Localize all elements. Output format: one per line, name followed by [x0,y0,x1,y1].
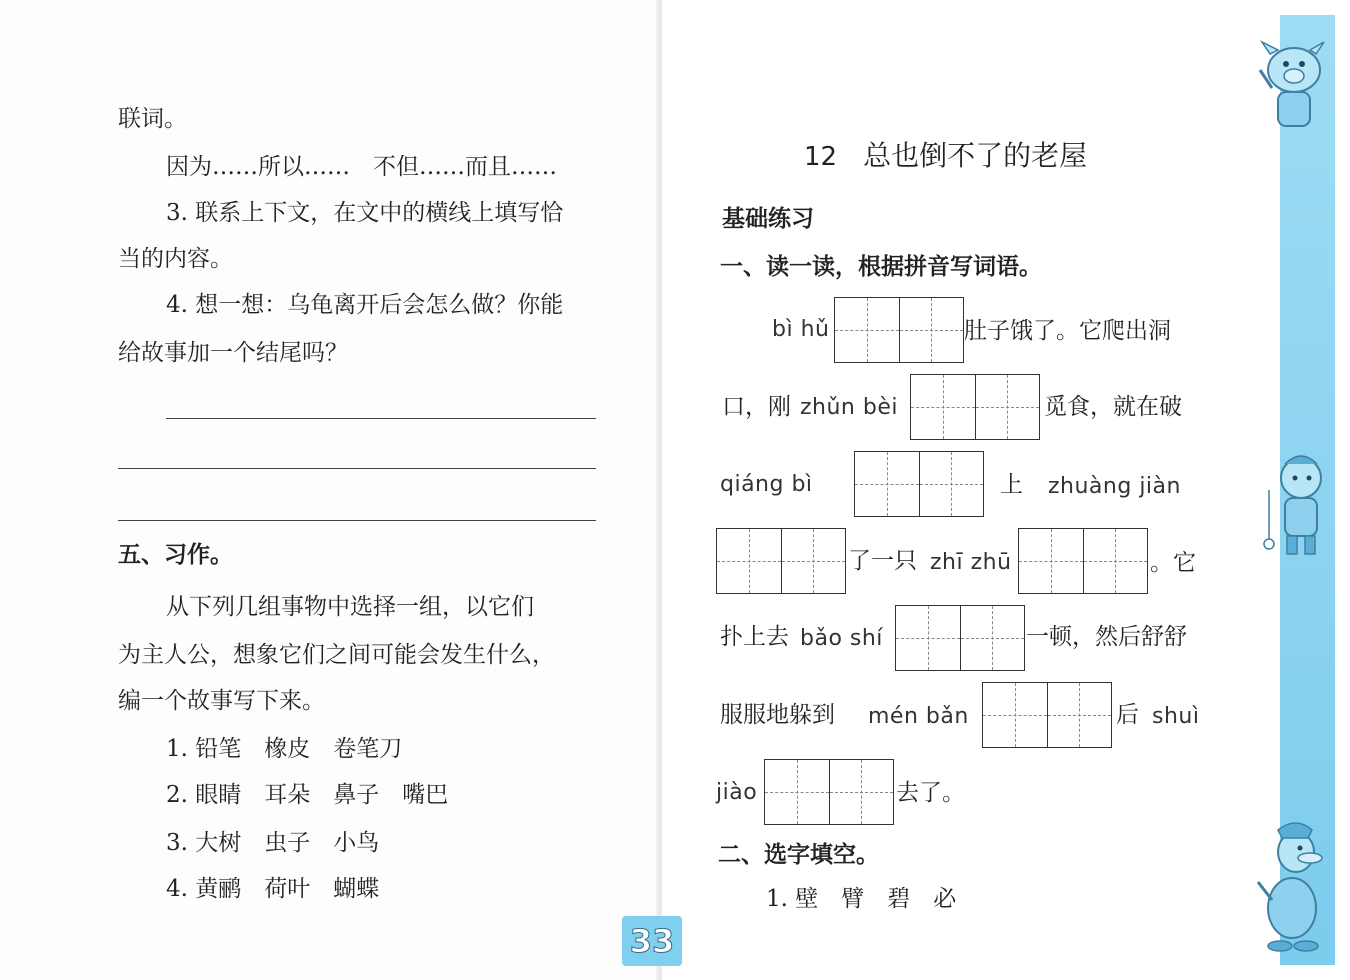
section-5-title: 五、习作。 [118,542,233,568]
question-4-line2: 给故事加一个结尾吗？ [118,340,348,366]
text-r5-after: 一顿，然后舒舒 [1026,624,1187,650]
pinyin-qiangbi: qiáng bì [720,472,813,497]
pinyin-bihu: bì hǔ [772,317,830,342]
question-3-line1: 3. 联系上下文，在文中的横线上填写恰 [166,200,564,226]
continued-line: 联词。 [118,106,187,132]
text-r4-mid: 了一只 [848,548,917,574]
answer-box-zhizhu[interactable] [1018,528,1148,594]
connectives-line: 因为……所以…… 不但……而且…… [166,154,557,180]
section-1-title: 一、读一读，根据拼音写词语。 [720,254,1042,280]
question-4-line1: 4. 想一想：乌龟离开后会怎么做？你能 [166,292,564,318]
prompt-line2: 为主人公，想象它们之间可能会发生什么， [118,642,555,668]
text-r3-mid: 上 [1000,472,1023,498]
pig-mascot-icon [1250,40,1330,140]
answer-box-menban[interactable] [982,682,1112,748]
answer-box-zhuangjian[interactable] [716,528,846,594]
text-r7-after: 去了。 [896,780,965,806]
pinyin-jiao: jiào [716,780,758,805]
boy-mascot-icon [1255,450,1335,560]
text-r5-before: 扑上去 [720,624,789,650]
text-r6-mid: 后 [1116,702,1139,728]
answer-line-2[interactable] [118,468,596,469]
pinyin-zhunbei: zhǔn bèi [800,395,898,420]
page-number: 33 [622,916,682,966]
lesson-title-text: 总也倒不了的老屋 [863,139,1088,172]
answer-box-qiangbi[interactable] [854,451,984,517]
section-2-title: 二、选字填空。 [718,842,879,868]
text-r2-after: 觅食，就在破 [1044,394,1182,420]
text-r1-after: 肚子饿了。它爬出洞 [964,318,1171,344]
pinyin-zhizhu: zhī zhū [930,550,1012,575]
prompt-line1: 从下列几组事物中选择一组，以它们 [166,594,534,620]
group-item: 3. 大树 虫子 小鸟 [166,830,380,856]
answer-box-shuijiao[interactable] [764,759,894,825]
lesson-title [804,134,1087,174]
choice-row-1: 1. 壁 臂 碧 必 [766,886,957,912]
group-item: 2. 眼睛 耳朵 鼻子 嘴巴 [166,782,449,808]
pinyin-zhuangjian: zhuàng jiàn [1048,474,1181,499]
question-3-line2: 当的内容。 [118,246,233,272]
text-r2-before: 口，刚 [722,394,791,420]
pinyin-shui: shuì [1152,704,1200,729]
prompt-line3: 编一个故事写下来。 [118,688,325,714]
answer-box-baoshi[interactable] [895,605,1025,671]
pinyin-baoshi: bǎo shí [800,626,883,651]
duck-mascot-icon [1250,820,1335,960]
group-item: 1. 铅笔 橡皮 卷笔刀 [166,736,403,762]
answer-line-3[interactable] [118,520,596,521]
answer-box-bihu[interactable] [834,297,964,363]
answer-line-1[interactable] [166,418,596,419]
group-item: 4. 黄鹂 荷叶 蝴蝶 [166,876,380,902]
text-r6-before: 服服地躲到 [720,702,835,728]
lesson-number: 12 [804,142,838,172]
practice-heading: 基础练习 [722,206,814,232]
text-r4-after: 。它 [1150,550,1196,576]
pinyin-menban: mén bǎn [868,704,969,729]
answer-box-zhunbei[interactable] [910,374,1040,440]
